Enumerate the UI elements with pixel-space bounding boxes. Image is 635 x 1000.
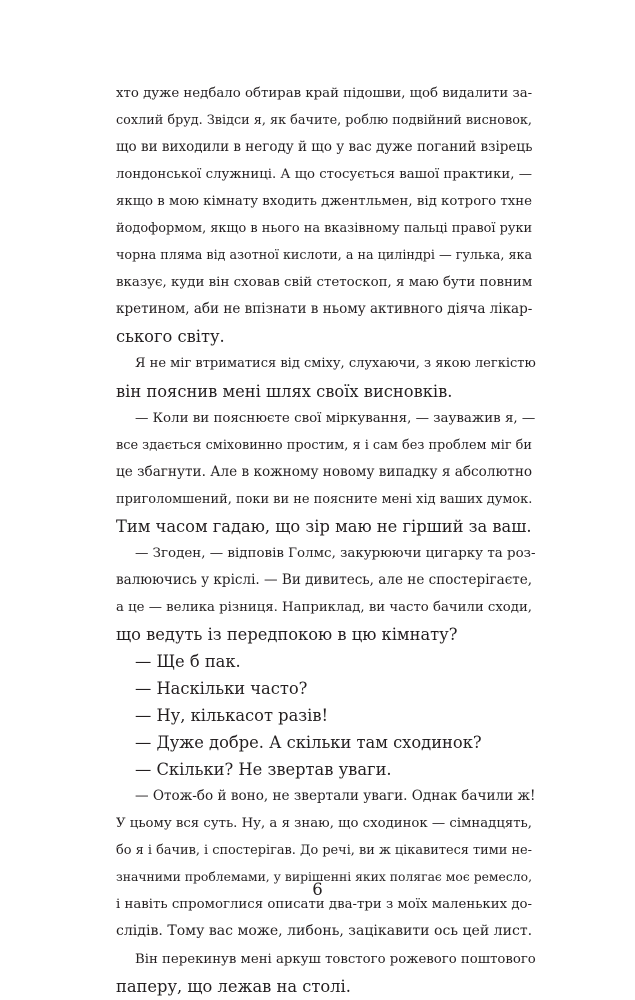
text-line: — Скільки? Не звертав уваги. bbox=[135, 760, 392, 780]
text-line: слідів. Тому вас може, либонь, зацікавити ось цей лист. bbox=[116, 923, 533, 940]
text-line: Він перекинув мені аркуш товстого рожевого поштового bbox=[135, 951, 536, 967]
text-line: якщо в мою кімнату входить джентльмен, від котрого тхне bbox=[116, 194, 532, 210]
text-line: хто дуже недбало обтирав край підошви, щоб видалити за- bbox=[116, 86, 533, 101]
body-text bbox=[116, 80, 536, 1000]
text-line: йодоформом, якщо в нього на вказівному пальці правої руки bbox=[116, 221, 533, 237]
text-line: — Ну, кількасот разів! bbox=[135, 706, 329, 726]
text-line: приголомшений, поки ви не поясните мені хід ваших думок. bbox=[116, 491, 533, 507]
text-line: і навіть спромоглися описати два-три з моїх маленьких до- bbox=[116, 897, 533, 913]
text-line: це збагнути. Але в кожному новому випадку я абсолютно bbox=[116, 463, 533, 480]
text-line: — Отож-бо й воно, не звертали уваги. Однак бачили ж! bbox=[135, 788, 536, 805]
text-line: Я не міг втриматися від сміху, слухаючи, з якою легкістю bbox=[135, 356, 536, 372]
text-line: Тим часом гадаю, що зір маю не гірший за ваш. bbox=[116, 516, 532, 536]
text-line: валюючись у кріслі. — Ви дивитесь, але не спостерігаєте, bbox=[116, 571, 533, 588]
text-line: лондонської служниці. А що стосується вашої практики, — bbox=[116, 167, 532, 183]
text-line: бо я і бачив, і спостерігав. До речі, ви ж цікавитеся тими не- bbox=[116, 843, 532, 859]
text-line: сохлий бруд. Звідси я, як бачите, роблю подвійний висновок, bbox=[116, 113, 532, 129]
text-line: — Коли ви пояснюєте свої міркування, — зауважив я, — bbox=[135, 410, 536, 426]
text-line: чорна пляма від азотної кислоти, а на циліндрі — гулька, яка bbox=[116, 248, 533, 264]
text-line: а це — велика різниця. Наприклад, ви часто бачили сходи, bbox=[116, 599, 532, 615]
text-line: він пояснив мені шлях своїх висновків. bbox=[116, 381, 453, 401]
text-line: — Наскільки часто? bbox=[135, 679, 308, 699]
page-number: 6 bbox=[312, 880, 323, 899]
text-line: що ведуть із передпокою в цю кімнату? bbox=[116, 624, 458, 644]
text-line: У цьому вся суть. Ну, а я знаю, що сходинок — сімнадцять, bbox=[116, 816, 532, 832]
text-line: — Згоден, — відповів Голмс, закурюючи цигарку та роз- bbox=[135, 545, 536, 561]
text-line: — Ще б пак. bbox=[135, 651, 241, 671]
text-line: вказує, куди він сховав свій стетоскоп, я маю бути повним bbox=[116, 275, 533, 291]
text-line: кретином, аби не впізнати в ньому активного діяча лікар- bbox=[116, 301, 533, 318]
text-line: все здається сміховинно простим, я і сам без проблем міг би bbox=[116, 437, 532, 453]
text-line: — Дуже добре. А скільки там сходинок? bbox=[135, 733, 482, 753]
text-line: паперу, що лежав на столі. bbox=[116, 976, 351, 996]
text-line: ського світу. bbox=[116, 327, 225, 347]
text-line: що ви виходили в негоду й що у вас дуже поганий взірець bbox=[116, 139, 533, 156]
text-line: значними проблемами, у вирішенні яких полягає моє ремесло, bbox=[116, 870, 532, 885]
